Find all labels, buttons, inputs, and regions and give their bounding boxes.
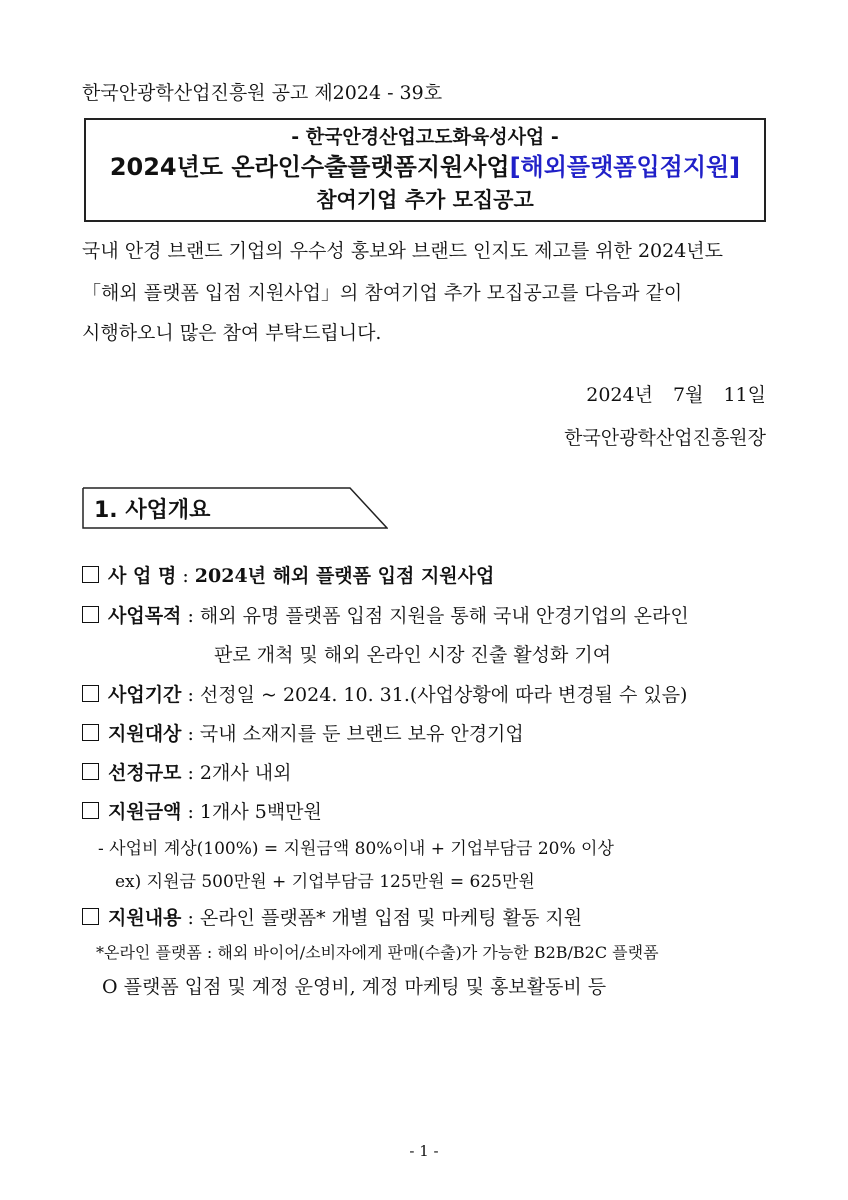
list-item: 지원내용 : 온라인 플랫폼* 개별 입점 및 마케팅 활동 지원 — [82, 903, 582, 930]
item-value-continued: 판로 개척 및 해외 온라인 시장 진출 활성화 기여 — [214, 644, 612, 666]
title-line3: 참여기업 추가 모집공고 — [316, 188, 534, 212]
page-number: - 1 - — [409, 1142, 439, 1160]
checkbox-square-icon — [82, 908, 99, 925]
checkbox-square-icon — [82, 763, 99, 780]
list-item: 지원금액 : 1개사 5백만원 — [82, 797, 322, 824]
checkbox-square-icon — [82, 724, 99, 741]
item-value: 국내 소재지를 둔 브랜드 보유 안경기업 — [199, 723, 524, 745]
section-title: 1. 사업개요 — [94, 498, 211, 523]
issuer: 한국안광학산업진흥원장 — [564, 427, 766, 449]
notice-number: 한국안광학산업진흥원 공고 제2024 - 39호 — [82, 82, 443, 104]
checkbox-square-icon — [82, 606, 99, 623]
item-key: 선정규모 — [108, 762, 182, 784]
list-item: 사업기간 : 선정일 ~ 2024. 10. 31.(사업상황에 따라 변경될 수 있음) — [82, 680, 687, 707]
checkbox-square-icon — [82, 566, 99, 583]
intro-line: 「해외 플랫폼 입점 지원사업」의 참여기업 추가 모집공고를 다음과 같이 — [82, 282, 683, 304]
item-value: 1개사 5백만원 — [199, 801, 322, 823]
checkbox-square-icon — [82, 802, 99, 819]
item-key: 사 업 명 — [108, 565, 177, 587]
platform-note: *온라인 플랫폼 : 해외 바이어/소비자에게 판매(수출)가 가능한 B2B/B2C 플랫폼 — [96, 943, 659, 962]
intro-line: 시행하오니 많은 참여 부탁드립니다. — [82, 322, 382, 344]
item-key: 지원내용 — [108, 907, 182, 929]
item-value: 2개사 내외 — [199, 762, 292, 784]
title-line1: - 한국안경산업고도화육성사업 - — [291, 126, 559, 148]
list-item: 사 업 명 : 2024년 해외 플랫폼 입점 지원사업 — [82, 561, 494, 588]
list-item: 지원대상 : 국내 소재지를 둔 브랜드 보유 안경기업 — [82, 719, 524, 746]
support-detail: O 플랫폼 입점 및 계정 운영비, 계정 마케팅 및 홍보활동비 등 — [102, 976, 607, 998]
item-value: 온라인 플랫폼* 개별 입점 및 마케팅 활동 지원 — [199, 907, 583, 929]
notice-date: 2024년 7월 11일 — [586, 384, 766, 406]
title-line2 — [86, 150, 764, 184]
intro-line: 국내 안경 브랜드 기업의 우수성 홍보와 브랜드 인지도 제고를 위한 2024년도 — [82, 240, 724, 262]
title-box — [84, 118, 766, 222]
funding-note: - 사업비 계상(100%) = 지원금액 80%이내 + 기업부담금 20% 이상 — [98, 839, 614, 859]
title-highlight: [해외플랫폼입점지원] — [509, 153, 741, 181]
item-key: 지원금액 — [108, 801, 182, 823]
title-main: 2024년도 온라인수출플랫폼지원사업 — [109, 153, 510, 181]
item-value: 선정일 ~ 2024. 10. 31.(사업상황에 따라 변경될 수 있음) — [199, 684, 688, 706]
item-key: 지원대상 — [108, 723, 182, 745]
list-item: 선정규모 : 2개사 내외 — [82, 758, 291, 785]
item-key: 사업기간 — [108, 684, 182, 706]
list-item: 사업목적 : 해외 유명 플랫폼 입점 지원을 통해 국내 안경기업의 온라인 — [82, 601, 689, 628]
item-value: 해외 유명 플랫폼 입점 지원을 통해 국내 안경기업의 온라인 — [199, 605, 689, 627]
item-value: 2024년 해외 플랫폼 입점 지원사업 — [194, 565, 495, 587]
funding-example: ex) 지원금 500만원 + 기업부담금 125만원 = 625만원 — [115, 872, 535, 892]
item-key: 사업목적 — [108, 605, 182, 627]
checkbox-square-icon — [82, 685, 99, 702]
section-header — [82, 487, 388, 529]
